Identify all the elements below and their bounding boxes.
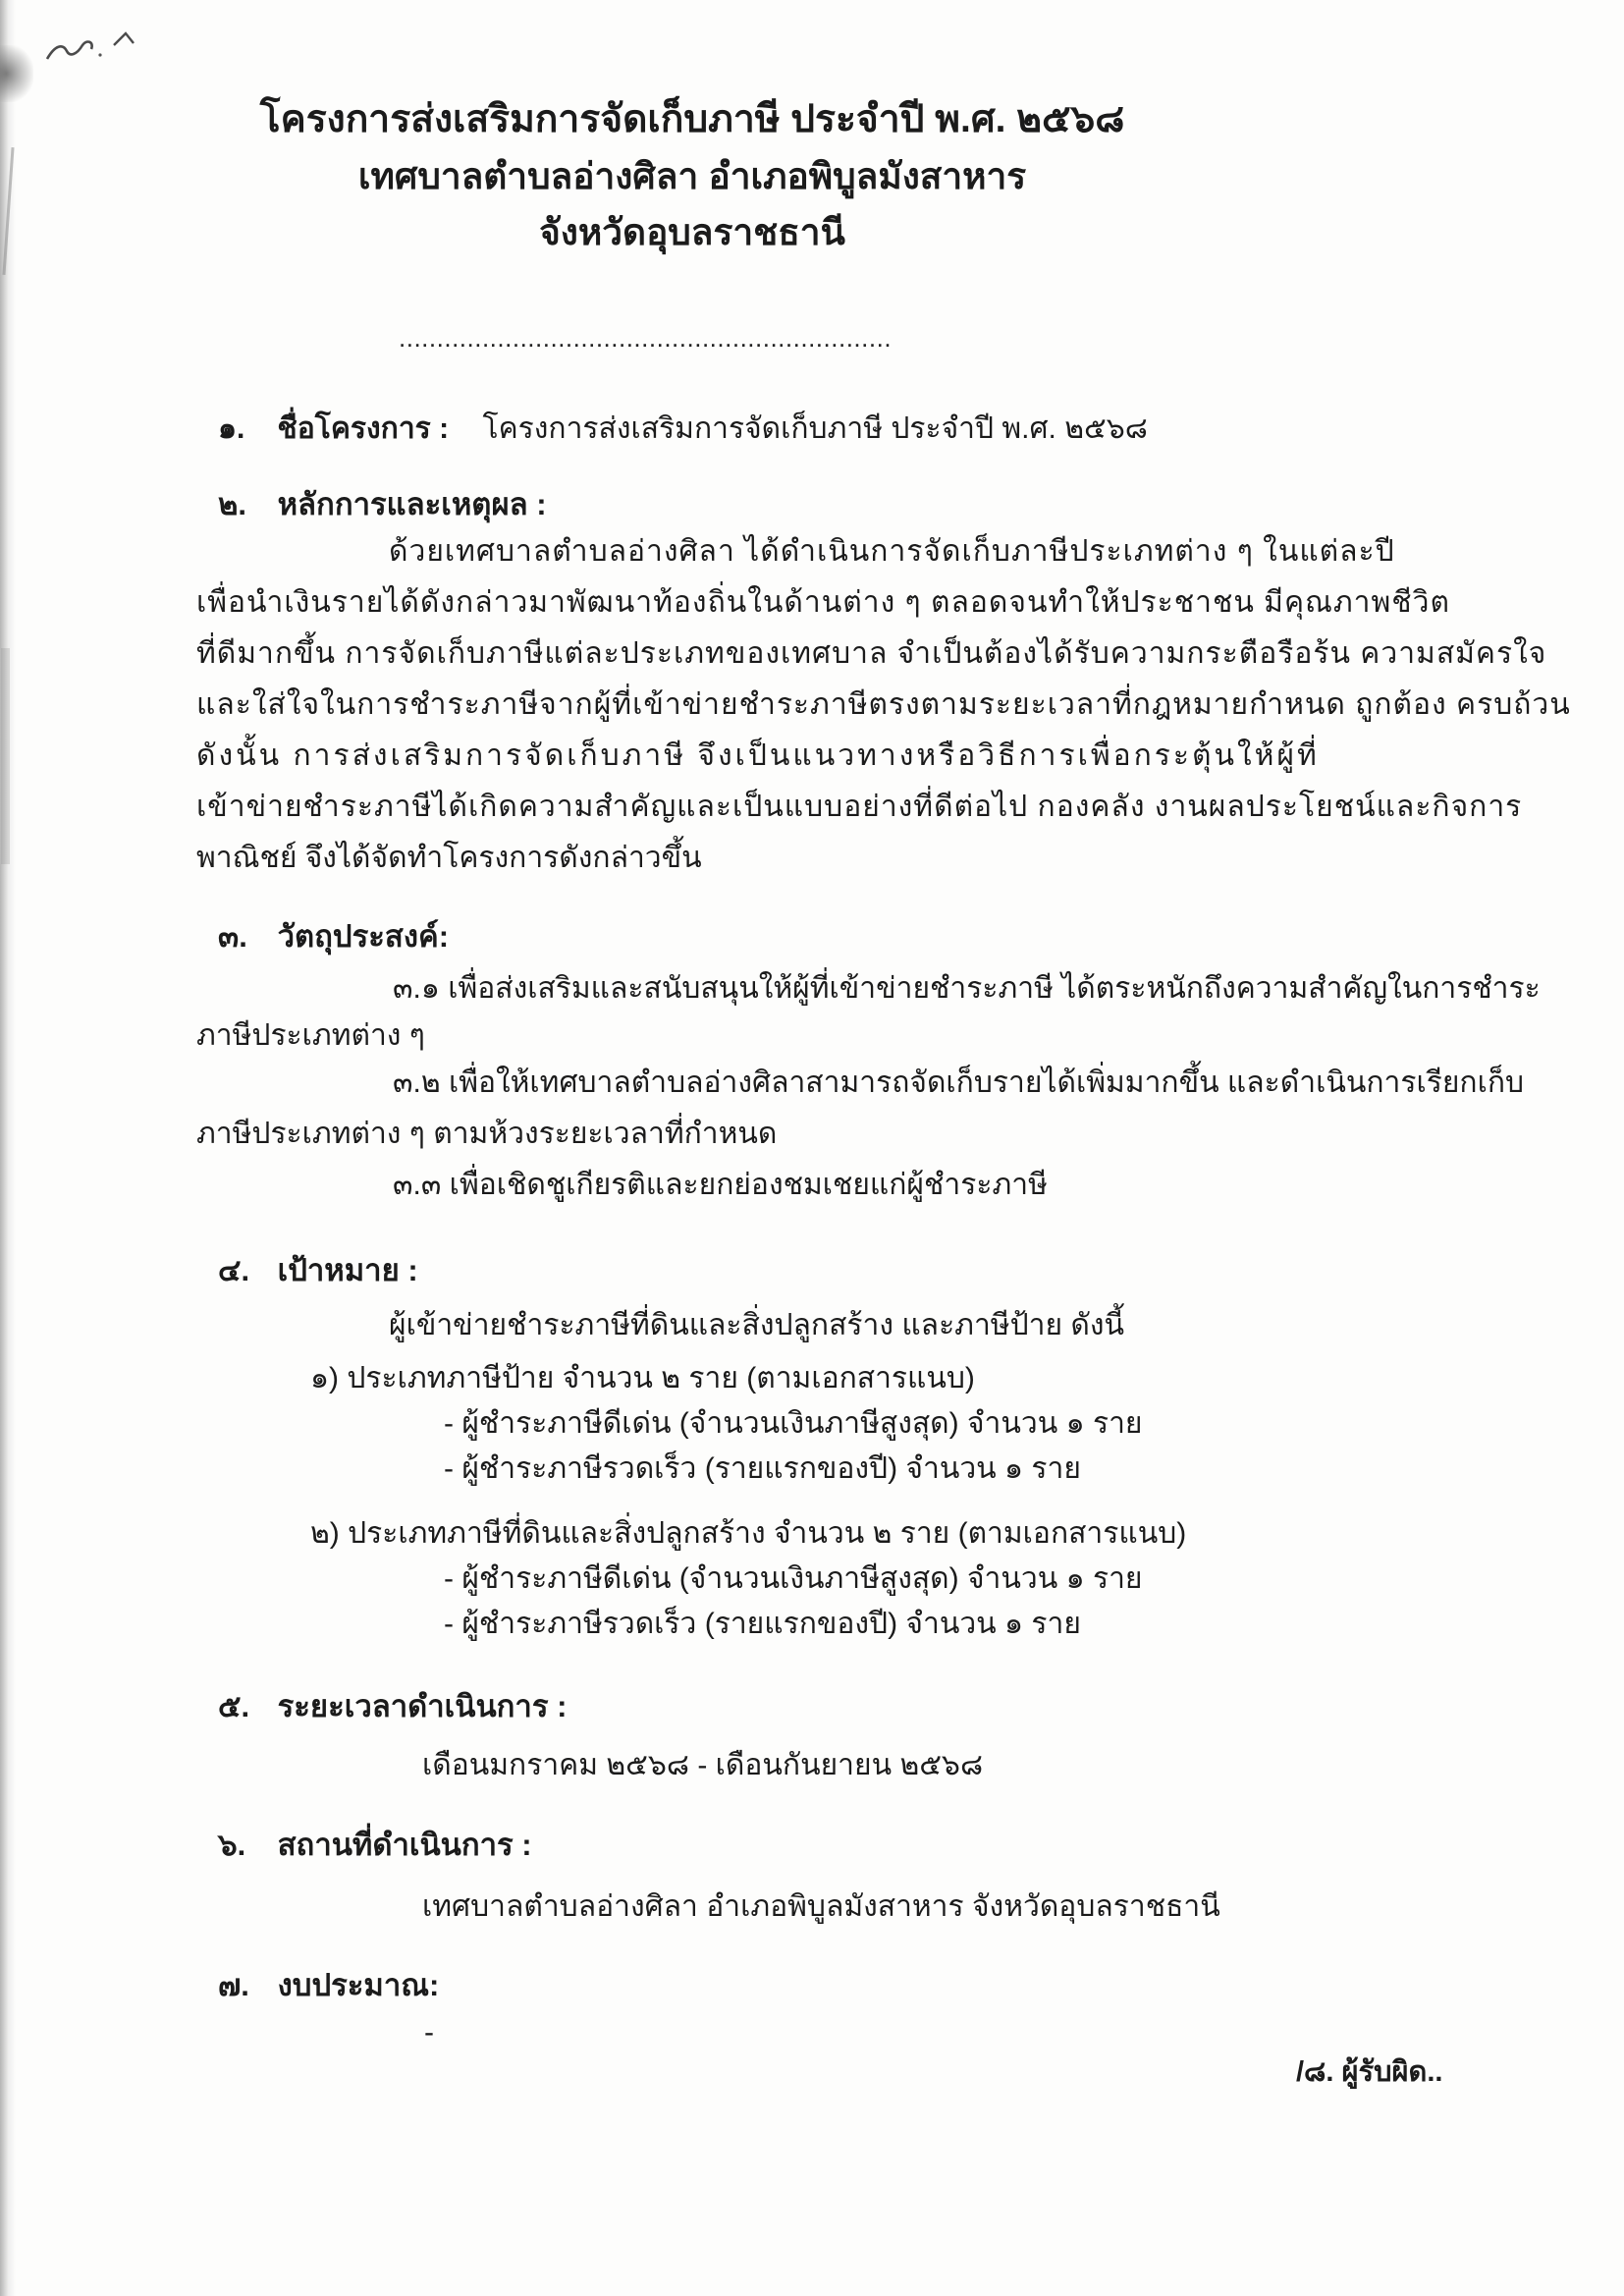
section-3-heading — [218, 915, 449, 958]
section-4-heading — [218, 1249, 418, 1292]
paragraph-line: เพื่อนำเงินรายได้ดังกล่าวมาพัฒนาท้องถิ่นในด้านต่าง ๆ ตลอดจนทำให้ประชาชน มีคุณภาพชีวิต — [196, 586, 1450, 619]
section-6-number: ๖. — [218, 1828, 246, 1862]
location-line: เทศบาลตำบลอ่างศิลา อำเภอพิบูลมังสาหาร จังหวัดอุบลราชธานี — [422, 1890, 1220, 1923]
objective-line: ๓.๒ เพื่อให้เทศบาลตำบลอ่างศิลาสามารถจัดเก็บรายได้เพิ่มมากขึ้น และดำเนินการเรียกเก็บ — [393, 1066, 1525, 1099]
section-4-title: เป้าหมาย : — [277, 1253, 418, 1287]
list-item: ๑) ประเภทภาษีป้าย จำนวน ๒ ราย (ตามเอกสารแนบ) — [310, 1362, 975, 1394]
objective-line: ภาษีประเภทต่าง ๆ ตามห้วงระยะเวลาที่กำหนด — [196, 1118, 778, 1150]
doc-title-line2: เทศบาลตำบลอ่างศิลา อำเภอพิบูลมังสาหาร — [357, 156, 1027, 196]
duration-line: เดือนมกราคม ๒๕๖๘ - เดือนกันยายน ๒๕๖๘ — [422, 1749, 984, 1781]
section-4-number: ๔. — [218, 1253, 250, 1287]
doc-title-line3: จังหวัดอุบลราชธานี — [539, 212, 845, 252]
section-1-title: ชื่อโครงการ : — [277, 412, 450, 445]
list-subitem: - ผู้ชำระภาษีรวดเร็ว (รายแรกของปี) จำนวน ๑ ราย — [444, 1608, 1081, 1640]
list-subitem: - ผู้ชำระภาษีดีเด่น (จำนวนเงินภาษีสูงสุด) จำนวน ๑ ราย — [444, 1407, 1143, 1440]
scan-edge-shadow — [0, 0, 16, 2296]
scan-smudge — [1, 648, 10, 864]
pen-mark-icon — [37, 16, 165, 75]
section-3-number: ๓. — [218, 919, 247, 954]
dotted-divider: ................................................................. — [399, 323, 893, 353]
paragraph-line: ที่ดีมากขึ้น การจัดเก็บภาษีแต่ละประเภทของเทศบาล จำเป็นต้องได้รับความกระตือรือร้น ความสมัครใจ — [196, 637, 1547, 670]
budget-placeholder: - — [424, 2016, 434, 2049]
objective-line: ๓.๑ เพื่อส่งเสริมและสนับสนุนให้ผู้ที่เข้าข่ายชำระภาษี ได้ตระหนักถึงความสำคัญในการชำระ — [393, 972, 1541, 1005]
section-1-number: ๑. — [218, 412, 245, 445]
section-3-title: วัตถุประสงค์: — [277, 919, 450, 954]
paragraph-line: ดังนั้น การส่งเสริมการจัดเก็บภาษี จึงเป็นแนวทางหรือวิธีการเพื่อกระตุ้นให้ผู้ที่ — [196, 739, 1320, 772]
section-7-title: งบประมาณ: — [277, 1968, 440, 2002]
list-subitem: - ผู้ชำระภาษีรวดเร็ว (รายแรกของปี) จำนวน ๑ ราย — [444, 1452, 1081, 1485]
section-2-title: หลักการและเหตุผล : — [277, 487, 547, 521]
section-6-heading — [218, 1824, 532, 1867]
page-continuation-note: /๘. ผู้รับผิด.. — [1296, 2056, 1443, 2088]
section-5-heading — [218, 1685, 567, 1728]
paragraph-line: เข้าข่ายชำระภาษีได้เกิดความสำคัญและเป็นแบบอย่างที่ดีต่อไป กองคลัง งานผลประโยชน์และกิจการ — [196, 791, 1523, 823]
section-7-heading — [218, 1964, 439, 2007]
list-item: ๒) ประเภทภาษีที่ดินและสิ่งปลูกสร้าง จำนวน ๒ ราย (ตามเอกสารแนบ) — [310, 1517, 1187, 1550]
paragraph-line: และใส่ใจในการชำระภาษีจากผู้ที่เข้าข่ายชำระภาษีตรงตามระยะเวลาที่กฎหมายกำหนด ถูกต้อง ครบถ้วน — [196, 688, 1571, 721]
section-6-title: สถานที่ดำเนินการ : — [277, 1828, 532, 1862]
section-5-title: ระยะเวลาดำเนินการ : — [277, 1689, 568, 1723]
section-2-heading — [218, 483, 547, 526]
section-7-number: ๗. — [218, 1968, 249, 2002]
objective-line: ภาษีประเภทต่าง ๆ — [196, 1019, 425, 1052]
doc-title-line1: โครงการส่งเสริมการจัดเก็บภาษี ประจำปี พ.ศ. ๒๕๖๘ — [259, 98, 1125, 140]
section-2-number: ๒. — [218, 487, 247, 521]
list-subitem: - ผู้ชำระภาษีดีเด่น (จำนวนเงินภาษีสูงสุด) จำนวน ๑ ราย — [444, 1562, 1143, 1595]
section-5-number: ๕. — [218, 1689, 250, 1723]
section-1-value: โครงการส่งเสริมการจัดเก็บภาษี ประจำปี พ.ศ. ๒๕๖๘ — [482, 412, 1148, 445]
target-intro-line: ผู้เข้าข่ายชำระภาษีที่ดินและสิ่งปลูกสร้าง และภาษีป้าย ดังนี้ — [389, 1309, 1125, 1341]
paragraph-line: พาณิชย์ จึงได้จัดทำโครงการดังกล่าวขึ้น — [196, 842, 702, 874]
objective-line: ๓.๓ เพื่อเชิดชูเกียรติและยกย่องชมเชยแก่ผู้ชำระภาษี — [393, 1169, 1048, 1201]
scan-blotch — [0, 45, 33, 102]
paragraph-line: ด้วยเทศบาลตำบลอ่างศิลา ได้ดำเนินการจัดเก็บภาษีประเภทต่าง ๆ ในแต่ละปี — [389, 535, 1395, 568]
section-1-heading — [218, 408, 1148, 451]
